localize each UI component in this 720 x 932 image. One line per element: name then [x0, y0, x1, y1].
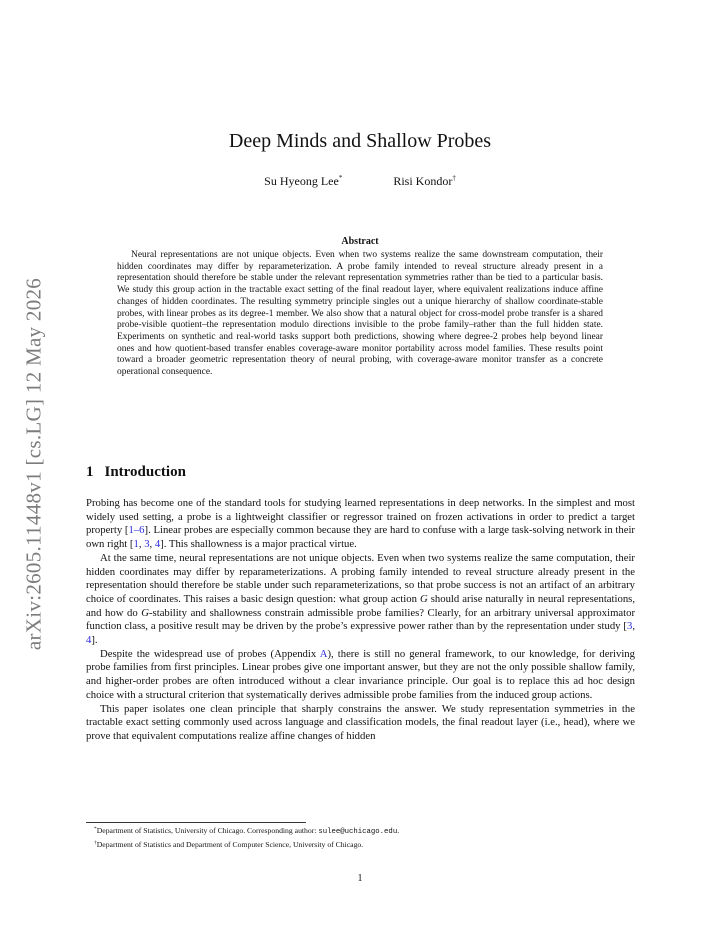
- citation-link[interactable]: 4: [154, 538, 161, 551]
- body-paragraph: [86, 648, 635, 703]
- paragraph-text: Probing has become one of the standard tools for studying learned representations in deep networks. In the simplest and most widely used setting, a probe is a lightweight classifier or regressor trained on frozen activations in order to predict a target property [: [86, 497, 635, 537]
- paragraph-text: At the same time, neural representations are not unique objects. Even when two systems realize the same computation, their hidden coordinates may differ by reparameterizations. A probing family intended to reveal structure already present in the representation should therefore be stable under such reparameterizations, so that probe success is not an artifact of an arbitrary choice of coordinates. This raises a basic design question: what group action: [86, 551, 635, 605]
- citation-link[interactable]: 3: [144, 538, 150, 551]
- citation-link[interactable]: 1–6: [128, 524, 145, 537]
- author-footnote-mark: *: [338, 174, 343, 182]
- body-paragraph: [86, 552, 635, 648]
- paragraph-text: Despite the widespread use of probes (Appendix: [100, 647, 320, 660]
- footnote-text: .: [397, 826, 400, 835]
- paragraph-text: ,: [632, 620, 635, 633]
- author-name: Risi Kondor: [393, 174, 453, 188]
- page-number: 1: [357, 873, 363, 884]
- arxiv-identifier: arXiv:2605.11448v1 [cs.LG] 12 May 2026: [21, 277, 46, 651]
- paragraph-text: ]. This shallowness is a major practical virtue.: [160, 538, 357, 551]
- paragraph-text: -stability and shallowness constrain admissible probe families? Clearly, for an arbitrary universal approximator function class, a positive result may be driven by the probe’s expressive power rather than by the representation under study [: [86, 606, 635, 633]
- section-heading: [86, 464, 186, 481]
- body-paragraph: [86, 497, 635, 552]
- paragraph-text: ), there is still no general framework, to our knowledge, for deriving probe families from first principles. Linear probes give one important answer, but they are not the only possible shallow family, and higher-order probes are often introduced without a clear invariance principle. Our goal is to replace this ad hoc design choice with a structural criterion that systematically derives admissible probe families from the induced group actions.: [86, 647, 635, 701]
- footnote-mark: *: [94, 826, 97, 832]
- author-name: Su Hyeong Lee: [264, 174, 339, 188]
- paragraph-text: should arise naturally in neural representations, and how do: [86, 592, 635, 619]
- section-title: Introduction: [104, 464, 186, 480]
- paragraph-text: This paper isolates one clean principle that sharply constrains the answer. We study representation symmetries in the tractable exact setting commonly used across language and classification models, the final readout layer (i.e., head), where we prove that equivalent computations realize affine changes of hidden: [86, 702, 635, 742]
- author: [264, 174, 342, 189]
- citation-link[interactable]: 1: [133, 538, 139, 551]
- body-paragraph: [86, 703, 635, 744]
- math-variable: G: [419, 592, 428, 605]
- abstract-heading: Abstract: [341, 236, 379, 247]
- paragraph-text: ,: [138, 538, 145, 551]
- citation-link[interactable]: 3: [626, 620, 633, 633]
- abstract-text: Neural representations are not unique objects. Even when two systems realize the same downstream computation, their hidden coordinates may differ by reparameterization. A probe family intended to reveal structure already present in a representation should therefore be stable under the relevant representation symmetries rather than be tied to a particular basis. We study this group action in the tractable exact setting of the final readout layer, where equivalent realizations induce affine changes of hidden coordinates. The resulting symmetry principle singles out a unique hierarchy of shallow coordinate-stable probes, with linear probes as its degree-1 member. We also show that a natural object for cross-model probe transfer is a shared probe-visible quotient–the representation modulo directions invisible to the probe family–rather than the full hidden state. Experiments on synthetic and real-world tasks support both predictions, showing where degree-2 probes help beyond linear ones and how quotient-based transfer enables coverage-aware monitor portability across model families. These results point toward a broader geometric representation theory of neural probing, with coverage-aware monitor transfer as a concrete operational consequence.: [117, 250, 603, 378]
- email-link[interactable]: sulee@uchicago.edu: [318, 828, 398, 836]
- author-list: [0, 174, 720, 189]
- section-number: 1: [86, 464, 94, 480]
- footnote-text: Department of Statistics and Department of Computer Science, University of Chicago.: [96, 839, 364, 849]
- math-variable: G: [141, 606, 149, 619]
- author-footnote-mark: †: [452, 174, 456, 182]
- footnotes: [86, 824, 646, 850]
- paragraph-text: ].: [91, 634, 98, 647]
- section-body: [86, 497, 635, 744]
- footnote: [86, 838, 646, 851]
- paragraph-text: ]. Linear probes are especially common because they are hard to confuse with a large task-solving network in their own right [: [86, 524, 635, 551]
- appendix-link[interactable]: A: [319, 647, 328, 660]
- footnote: [86, 824, 646, 838]
- author: [393, 174, 456, 189]
- footnote-divider: [86, 822, 306, 823]
- paragraph-text: ,: [149, 538, 155, 551]
- citation-link[interactable]: 4: [86, 634, 92, 647]
- footnote-text: Department of Statistics, University of Chicago. Corresponding author:: [96, 826, 319, 835]
- footnote-mark: †: [94, 839, 97, 846]
- paper-title: Deep Minds and Shallow Probes: [228, 130, 492, 152]
